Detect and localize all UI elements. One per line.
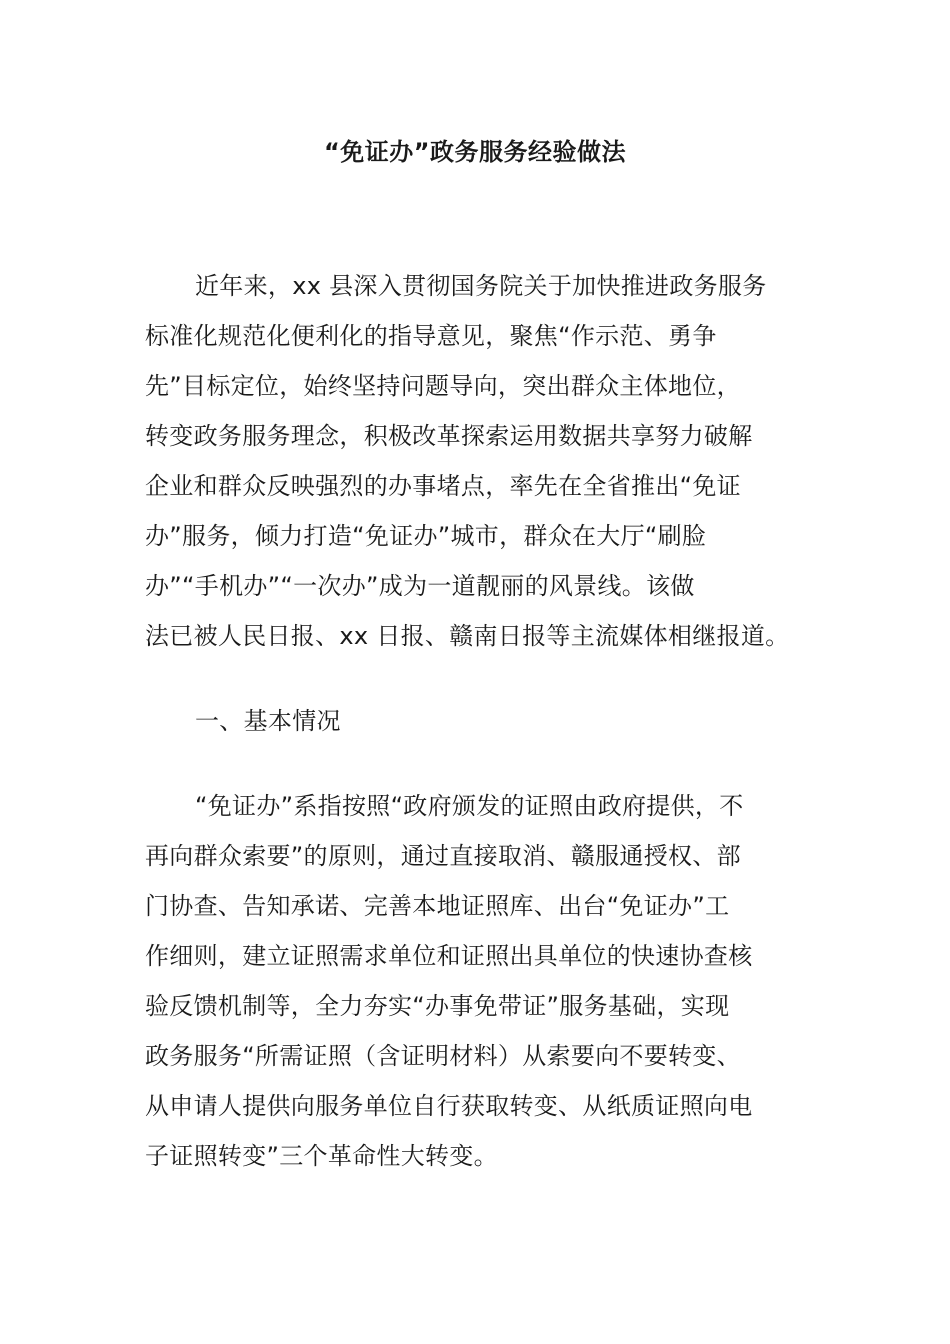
intro-line-2: 标准化规范化便利化的指导意见，聚焦“作示范、勇争 xyxy=(145,322,717,350)
intro-line-8: 法已被人民日报、xx 日报、赣南日报等主流媒体相继报道。 xyxy=(145,622,790,650)
document-title: “免证办”政务服务经验做法 xyxy=(323,138,627,166)
intro-line-7: 办”“手机办”“一次办”成为一道靓丽的风景线。该做 xyxy=(145,572,695,600)
section-line-1: “免证办”系指按照“政府颁发的证照由政府提供，不 xyxy=(195,792,744,820)
section-line-3: 门协查、告知承诺、完善本地证照库、出台“免证办”工 xyxy=(145,892,730,920)
section-line-2: 再向群众索要”的原则，通过直接取消、赣服通授权、部 xyxy=(145,842,741,870)
intro-line-5: 企业和群众反映强烈的办事堵点，率先在全省推出“免证 xyxy=(145,472,741,500)
section-line-6: 政务服务“所需证照（含证明材料）从索要向不要转变、 xyxy=(145,1042,741,1070)
intro-line-1: 近年来，xx 县深入贯彻国务院关于加快推进政务服务 xyxy=(195,272,767,300)
section-heading: 一、基本情况 xyxy=(195,707,341,735)
intro-line-3: 先”目标定位，始终坚持问题导向，突出群众主体地位， xyxy=(145,372,741,400)
section-line-7: 从申请人提供向服务单位自行获取转变、从纸质证照向电 xyxy=(145,1092,753,1120)
section-line-4: 作细则，建立证照需求单位和证照出具单位的快速协查核 xyxy=(145,942,753,970)
section-line-5: 验反馈机制等，全力夯实“办事免带证”服务基础，实现 xyxy=(145,992,730,1020)
intro-line-4: 转变政务服务理念，积极改革探索运用数据共享努力破解 xyxy=(145,422,753,450)
intro-line-6: 办”服务，倾力打造“免证办”城市，群众在大厅“刷脸 xyxy=(145,522,707,550)
section-line-8: 子证照转变”三个革命性大转变。 xyxy=(145,1142,498,1170)
